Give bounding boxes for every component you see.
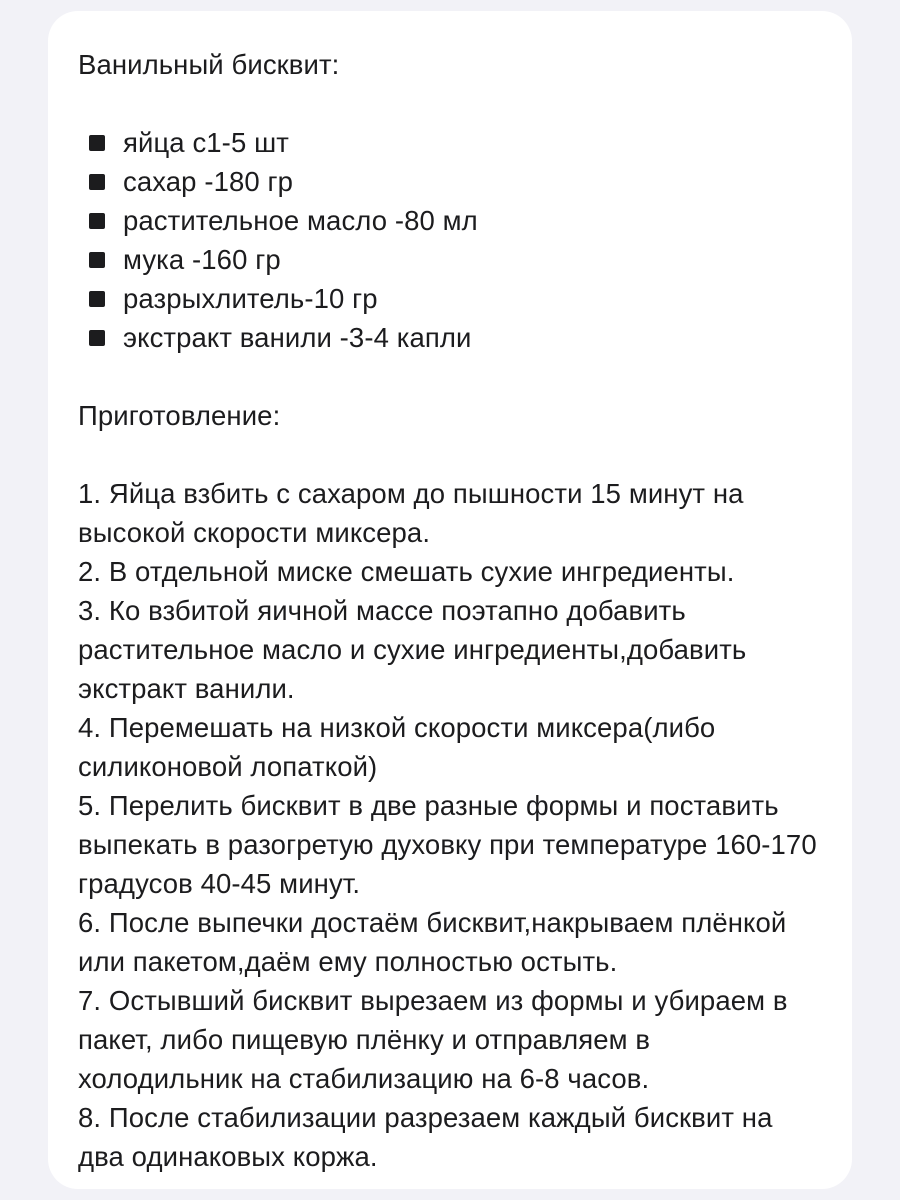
- step-2: 2. В отдельной миске смешать сухие ингредиенты.: [78, 556, 735, 587]
- ingredient-item: [78, 123, 822, 162]
- ingredient-text: мука -160 гр: [123, 244, 281, 275]
- black-square-icon: [89, 213, 105, 229]
- ingredient-item: [78, 162, 822, 201]
- preparation-title: Приготовление:: [78, 400, 281, 431]
- black-square-icon: [89, 291, 105, 307]
- recipe-title: Ванильный бисквит:: [78, 49, 340, 80]
- ingredient-text: растительное масло -80 мл: [123, 205, 478, 236]
- black-square-icon: [89, 330, 105, 346]
- message-card: [48, 11, 852, 1189]
- ingredient-text: разрыхлитель-10 гр: [123, 283, 378, 314]
- step-5: 5. Перелить бисквит в две разные формы и поставить выпекать в разогретую духовку при температуре 160-170 градусов 40-45 минут.: [78, 790, 817, 899]
- black-square-icon: [89, 174, 105, 190]
- black-square-icon: [89, 252, 105, 268]
- ingredient-item: [78, 201, 822, 240]
- spacer: [78, 357, 822, 396]
- ingredients-list: [78, 123, 822, 357]
- step-4: 4. Перемешать на низкой скорости миксера(либо силиконовой лопаткой): [78, 712, 716, 782]
- ingredient-item: [78, 279, 822, 318]
- step-6: 6. После выпечки достаём бисквит,накрываем плёнкой или пакетом,даём ему полностью остыть.: [78, 907, 787, 977]
- step-7: 7. Остывший бисквит вырезаем из формы и убираем в пакет, либо пищевую плёнку и отправляем в холодильник на стабилизацию на 6-8 часов.: [78, 985, 788, 1094]
- step-1: 1. Яйца взбить с сахаром до пышности 15 минут на высокой скорости миксера.: [78, 478, 744, 548]
- recipe-text: [78, 45, 822, 1176]
- spacer: [78, 435, 822, 474]
- ingredient-item: [78, 318, 822, 357]
- ingredient-text: сахар -180 гр: [123, 166, 294, 197]
- step-8: 8. После стабилизации разрезаем каждый бисквит на два одинаковых коржа.: [78, 1102, 773, 1172]
- ingredient-item: [78, 240, 822, 279]
- step-3: 3. Ко взбитой яичной массе поэтапно добавить растительное масло и сухие ингредиенты,добавить экстракт ванили.: [78, 595, 747, 704]
- black-square-icon: [89, 135, 105, 151]
- ingredient-text: экстракт ванили -3-4 капли: [123, 322, 472, 353]
- ingredient-text: яйца с1-5 шт: [123, 127, 289, 158]
- spacer: [78, 84, 822, 123]
- steps-list: [78, 474, 822, 1176]
